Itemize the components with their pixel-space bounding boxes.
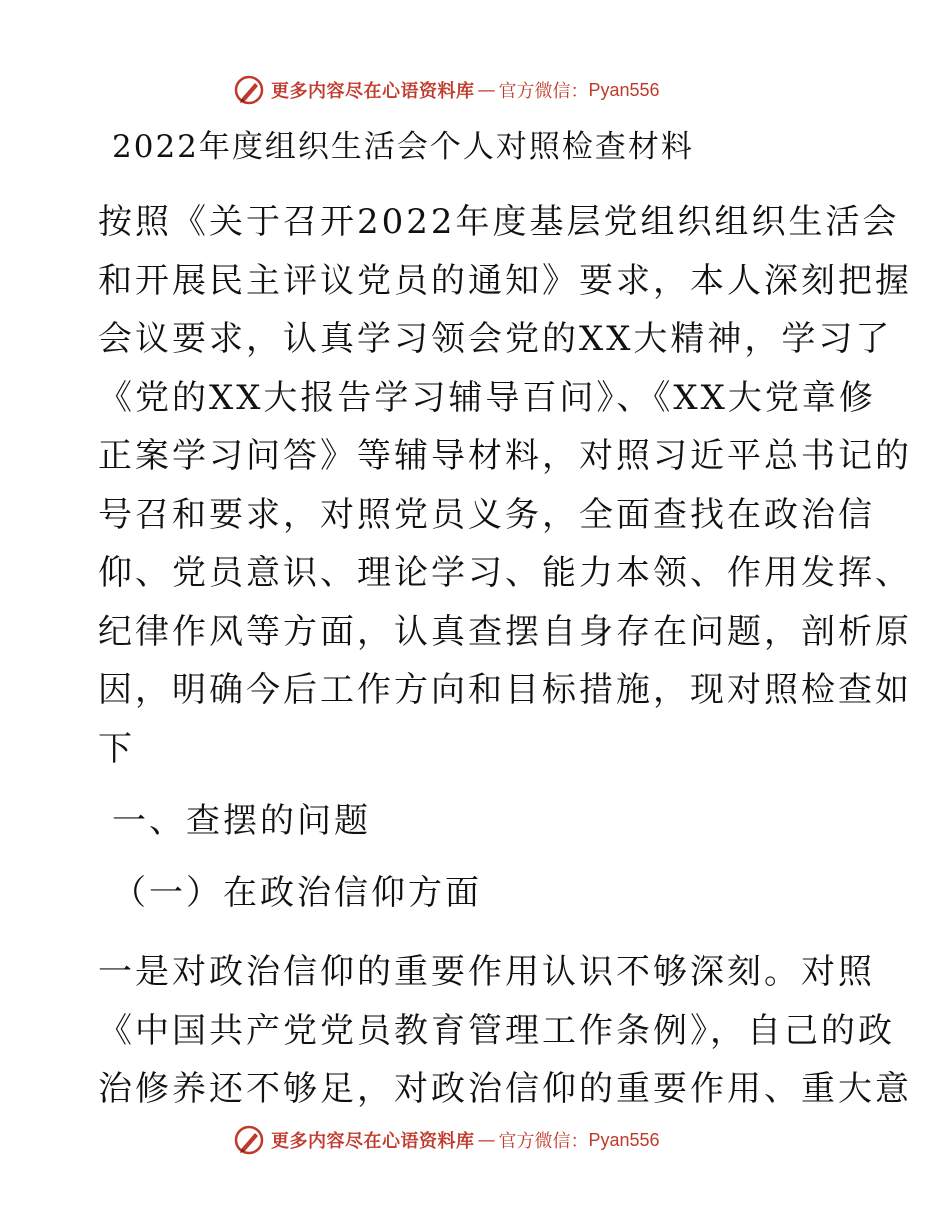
intro-paragraph (98, 193, 912, 778)
pen-circle-logo-icon (233, 1124, 265, 1156)
watermark-header (233, 73, 660, 107)
paragraph-line: 《党的XX大报告学习辅导百问》、《XX大党章修 (98, 377, 876, 418)
point-paragraph (98, 943, 912, 1119)
paragraph-line: 正案学习问答》等辅导材料，对照习近平总书记的 (98, 436, 912, 476)
watermark-label: 官方微信： (498, 81, 589, 102)
document-title: 2022年度组织生活会个人对照检查材料 (112, 129, 694, 165)
paragraph-line: 纪律作风等方面，认真查摆自身存在问题，剖析原 (98, 611, 912, 652)
section-heading: 一、查摆的问题 (112, 801, 371, 841)
paragraph-line: 会议要求，认真学习领会党的XX大精神，学习了 (98, 319, 893, 359)
paragraph-line: 《中国共产党党员教育管理工作条例》，自己的政 (98, 1010, 895, 1051)
watermark-main-text: 更多内容尽在心语资料库 (271, 81, 475, 102)
watermark-label: 官方微信： (498, 1131, 589, 1152)
watermark-dash: — (477, 79, 496, 101)
watermark-wechat-id: Pyan556 (588, 1129, 660, 1150)
watermark-main-text: 更多内容尽在心语资料库 (271, 1131, 475, 1152)
watermark-footer (233, 1123, 660, 1157)
paragraph-line: 号召和要求，对照党员义务，全面查找在政治信 (98, 494, 875, 535)
paragraph-line: 和开展民主评议党员的通知》要求，本人深刻把握 (98, 260, 912, 301)
paragraph-line: 仰、党员意识、理论学习、能力本领、作用发挥、 (98, 553, 912, 593)
paragraph-line: 下 (98, 728, 135, 769)
paragraph-line: 按照《关于召开2022年度基层党组织组织生活会 (98, 202, 900, 242)
watermark-wechat-id: Pyan556 (588, 79, 660, 100)
paragraph-line: 治修养还不够足，对政治信仰的重要作用、重大意 (98, 1069, 912, 1109)
subsection-heading: （一）在政治信仰方面 (112, 873, 482, 913)
watermark-dash: — (477, 1129, 496, 1151)
pen-circle-logo-icon (233, 74, 265, 106)
paragraph-line: 因，明确今后工作方向和目标措施，现对照检查如 (98, 670, 912, 710)
paragraph-line: 一是对政治信仰的重要作用认识不够深刻。对照 (98, 952, 875, 992)
